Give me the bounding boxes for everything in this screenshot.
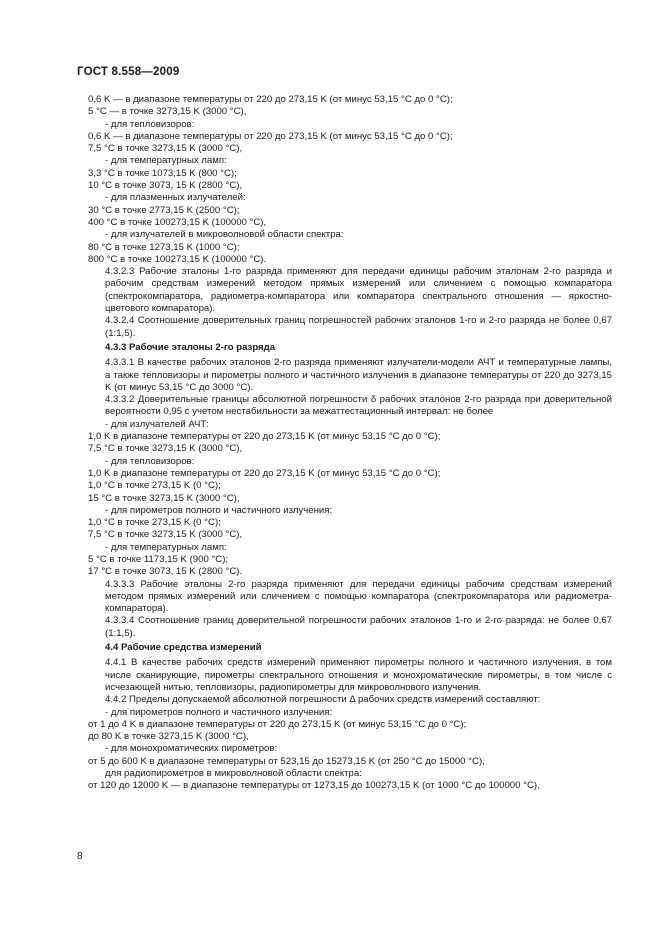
- list-item: - для температурных ламп:: [105, 541, 227, 553]
- paragraph: 4.3.2.4 Соотношение доверительных границ погрешностей рабочих эталонов 1-го и 2-го разряда не более 0,67 (1:1,5).: [105, 315, 612, 339]
- text-line: 7,5 °С в точке 3273,15 K (3000 °С),: [88, 143, 243, 155]
- document-body: [88, 94, 612, 793]
- list-item: - для пирометров полного и частичного излучения:: [105, 504, 333, 516]
- section-heading: 4.4 Рабочие средства измерений: [105, 642, 262, 654]
- text-line: 800 °С в точке 100273,15 K (100000 °С).: [88, 253, 267, 265]
- paragraph: 4.3.3.3 Рабочие эталоны 2-го разряда применяют для передачи единицы рабочим средствам измерений методом прямых измерений или сличением с помощью компаратора (спектрокомпаратора или радиометра-компаратора).: [105, 578, 612, 615]
- paragraph: 4.4.2 Пределы допускаемой абсолютной погрешности Δ рабочих средств измерений составляют:: [105, 694, 541, 706]
- text-line: 1,0 °С в точке 273,15 K (0 °С);: [88, 480, 221, 492]
- text-line: 400 °С в точке 100273,15 K (100000 °С),: [88, 216, 267, 228]
- text-line: до 80 K в точке 3273,15 K (3000 °С),: [88, 731, 249, 743]
- list-item: - для излучателей в микроволновой области спектра:: [105, 229, 344, 241]
- text-line: 1,0 °С в точке 273,15 K (0 °С);: [88, 517, 221, 529]
- paragraph: 4.4.1 В качестве рабочих средств измерений применяют пирометры полного и частичного излучения, в том числе сканирующие, пирометры спектрального отношения и монохроматические пирометры, в том числе с исчезающей нитью, тепловизоры, радиопирометры для микроволнового излучения.: [105, 657, 612, 693]
- text-line: 3,3 °С в точке 1073,15 K (800 °С);: [88, 167, 237, 179]
- text-line: 80 °С в точке 1273,15 K (1000 °С);: [88, 241, 240, 253]
- text-line: 1,0 K в диапазоне температуры от 220 до 273,15 K (от минус 53,15 °С до 0 °С);: [88, 431, 441, 443]
- document-header: ГОСТ 8.558—2009: [77, 66, 180, 78]
- text-line: 5 °С — в точке 3273,15 K (3000 °С),: [88, 106, 247, 118]
- text-line: 17 °С в точке 3073, 15 K (2800 °С).: [88, 566, 243, 578]
- list-item: - для пирометров полного и частичного излучения:: [105, 706, 333, 718]
- text-line: 1,0 K в диапазоне температуры от 220 до 273,15 K (от минус 53,15 °С до 0 °С);: [88, 467, 441, 479]
- text-line: от 120 до 12000 K — в диапазоне температуры от 1273,15 до 100273,15 K (от 1000 °С до 100000 °С).: [88, 780, 540, 792]
- text-line: 7,5 °С в точке 3273,15 K (3000 °С),: [88, 529, 243, 541]
- section-heading: 4.3.3 Рабочие эталоны 2-го разряда: [105, 341, 276, 353]
- list-item: - для температурных ламп:: [105, 155, 227, 167]
- text-line: от 5 до 600 K в диапазоне температуры от 523,15 до 15273,15 K (от 250 °С до 15000 °С),: [88, 755, 485, 767]
- text-line: 7,5 °С в точке 3273,15 K (3000 °С),: [88, 443, 243, 455]
- paragraph: 4.3.3.2 Доверительные границы абсолютной погрешности δ рабочих эталонов 2-го разряда при доверительной вероятности 0,95 с учетом нестабильности за межаттестационный интервал: не более: [105, 394, 612, 418]
- list-item: - для монохроматических пирометров:: [105, 743, 278, 755]
- text-line: 0,6 K — в диапазоне температуры от 220 до 273,15 K (от минус 53,15 °С до 0 °С);: [88, 130, 453, 142]
- text-line: 30 °С в точке 2773,15 K (2500 °С);: [88, 204, 240, 216]
- text-line: 10 °С в точке 3073, 15 K (2800 °С),: [88, 180, 243, 192]
- text-line: 0,6 K — в диапазоне температуры от 220 до 273,15 K (от минус 53,15 °С до 0 °С);: [88, 94, 453, 105]
- list-item: - для тепловизоров:: [105, 455, 195, 467]
- list-item: - для излучателей АЧТ:: [105, 418, 209, 430]
- paragraph: 4.3.3.1 В качестве рабочих эталонов 2-го разряда применяют излучатели-модели АЧТ и температурные лампы, а также тепловизоры и пирометры полного и частичного излучения в диапазоне температуры от 220 до 3273,15 K (от минус 53,15 °С до 3000 °С).: [105, 357, 612, 393]
- list-item: - для тепловизоров:: [105, 118, 195, 130]
- text-line: для радиопирометров в микроволновой области спектра:: [105, 768, 362, 780]
- text-line: 5 °С в точке 1173,15 K (900 °С);: [88, 553, 229, 565]
- paragraph: 4.3.2.3 Рабочие эталоны 1-го разряда применяют для передачи единицы рабочим эталонам 2-го разряда и рабочим средствам измерений методом прямых измерений или сличением с помощью компаратора (спектрокомпаратора, радиометра-компаратора или компаратора спектрального отношения — яркостно-цветового компаратора).: [105, 266, 612, 315]
- list-item: - для плазменных излучателей:: [105, 192, 246, 204]
- text-line: от 1 до 4 K в диапазоне температуры от 220 до 273,15 K (от минус 53,15 °С до 0 °С);: [88, 718, 467, 730]
- paragraph: 4.3.3.4 Соотношение границ доверительной погрешности рабочих эталонов 1-го и 2-го разряда: не более 0,67 (1:1,5).: [105, 615, 612, 639]
- text-line: 15 °С в точке 3273,15 K (3000 °С),: [88, 492, 240, 504]
- page-number: 8: [77, 851, 83, 862]
